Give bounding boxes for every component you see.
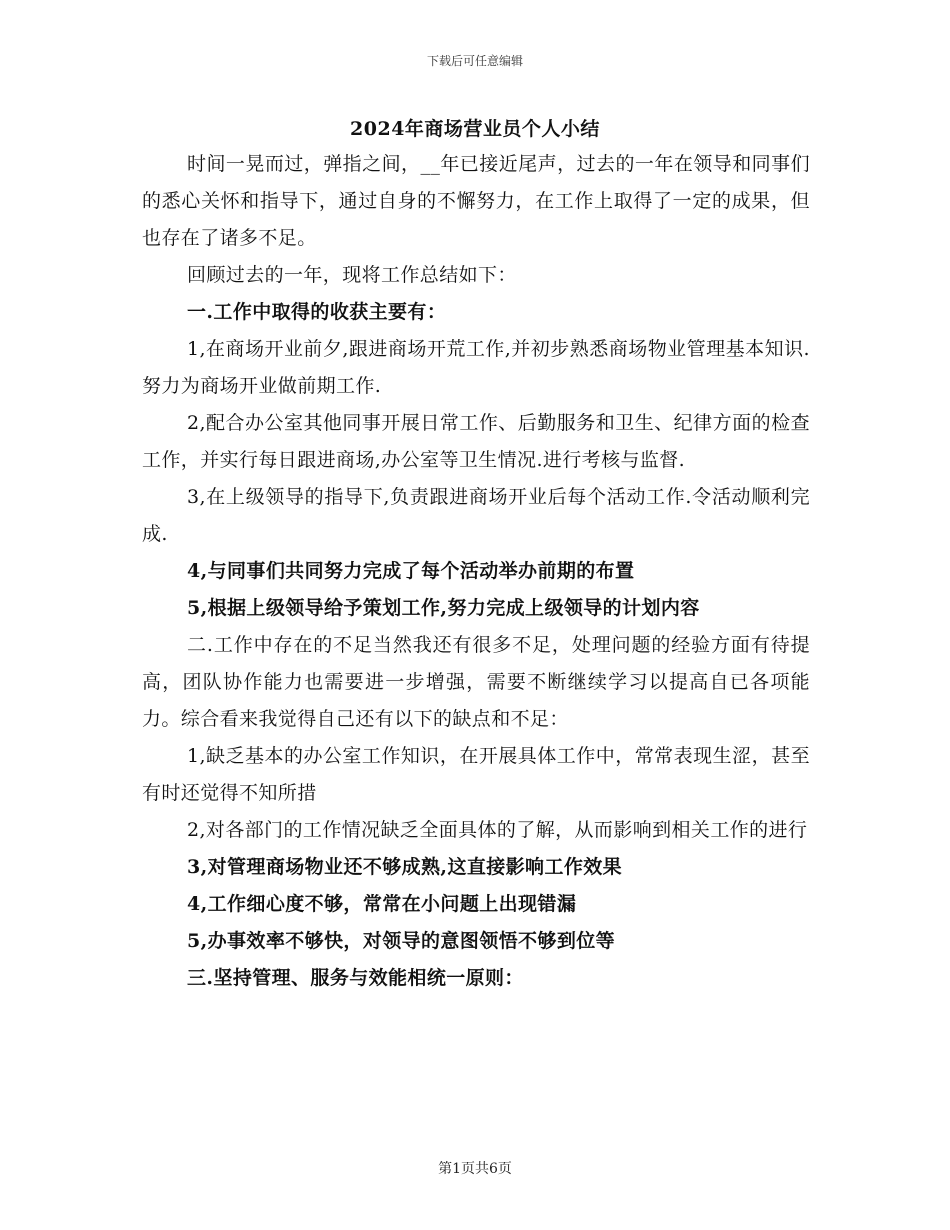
page-number: 第1页共6页 [438, 1161, 512, 1177]
section-heading: 一.工作中取得的收获主要有： [187, 301, 447, 323]
paragraph: 4,工作细心度不够，常常在小问题上出现错漏 [187, 893, 577, 915]
paragraph: 3,对管理商场物业还不够成熟,这直接影响工作效果 [187, 856, 623, 878]
paragraph: 2,配合办公室其他同事开展日常工作、后勤服务和卫生、纪律方面的检查工作，并实行每日跟进商场,办公室等卫生情况.进行考核与监督. [142, 412, 810, 471]
document-title: 2024年商场营业员个人小结 [350, 118, 600, 140]
paragraph: 2,对各部门的工作情况缺乏全面具体的了解，从而影响到相关工作的进行 [187, 819, 808, 841]
paragraph: 1,缺乏基本的办公室工作知识，在开展具体工作中，常常表现生涩，甚至有时还觉得不知所措 [142, 745, 810, 804]
paragraph: 3,在上级领导的指导下,负责跟进商场开业后每个活动工作.令活动顺利完成. [142, 486, 810, 545]
paragraph: 时间一晃而过，弹指之间，__年已接近尾声，过去的一年在领导和同事们的悉心关怀和指导下，通过自身的不懈努力，在工作上取得了一定的成果，但也存在了诸多不足。 [142, 153, 810, 249]
paragraph: 回顾过去的一年，现将工作总结如下： [187, 264, 517, 286]
document-body [142, 146, 810, 997]
paragraph: 4,与同事们共同努力完成了每个活动举办前期的布置 [187, 560, 635, 582]
page-header: 下载后可任意编辑 [426, 54, 523, 68]
paragraph: 二.工作中存在的不足当然我还有很多不足，处理问题的经验方面有待提高，团队协作能力也需要进一步增强，需要不断继续学习以提高自已各项能力。综合看来我觉得自己还有以下的缺点和不足： [142, 634, 810, 730]
section-heading: 三.坚持管理、服务与效能相统一原则： [187, 967, 524, 989]
paragraph: 1,在商场开业前夕,跟进商场开荒工作,并初步熟悉商场物业管理基本知识.努力为商场开业做前期工作. [142, 338, 810, 397]
paragraph: 5,根据上级领导给予策划工作,努力完成上级领导的计划内容 [187, 597, 700, 619]
paragraph: 5,办事效率不够快，对领导的意图领悟不够到位等 [187, 930, 616, 952]
